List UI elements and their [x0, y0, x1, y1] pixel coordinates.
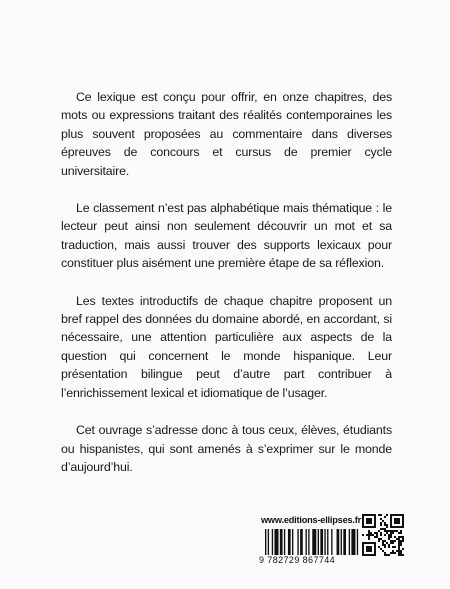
publisher-website: www.editions-ellipses.fr — [260, 515, 361, 525]
isbn-number: 9 782729 867744 — [259, 555, 363, 565]
paragraph-3: Les textes introductifs de chaque chapitre proposent un bref rappel des données du domaine abordé, en accordant, si nécessaire, une attention particulière aux aspects de la question qui concernent le monde hispanique. Leur présentation bilingue peut d’autre part contribuer à l’enrichissement lexical et idiomatique de l’usager. — [61, 293, 392, 400]
back-cover-text — [61, 88, 392, 495]
publisher-footer — [259, 514, 404, 572]
paragraph-4: Cet ouvrage s’adresse donc à tous ceux, élèves, étudiants ou hispanistes, qui sont amenés à s’exprimer sur le monde d’aujourd’hui. — [61, 423, 392, 474]
paragraph-1: Ce lexique est conçu pour offrir, en onze chapitres, des mots ou expressions traitant des réalités contemporaines les plus souvent proposées au commentaire dans diverses épreuves de concours et cursus de premier cycle universitaire. — [61, 90, 392, 178]
paragraph-2: Le classement n’est pas alphabétique mais thématique : le lecteur peut ainsi non seulement découvrir un mot et sa traduction, mais aussi trouver des supports lexicaux pour constituer plus aisément une première étape de sa réflexion. — [61, 201, 392, 271]
qr-code-icon — [362, 514, 404, 556]
